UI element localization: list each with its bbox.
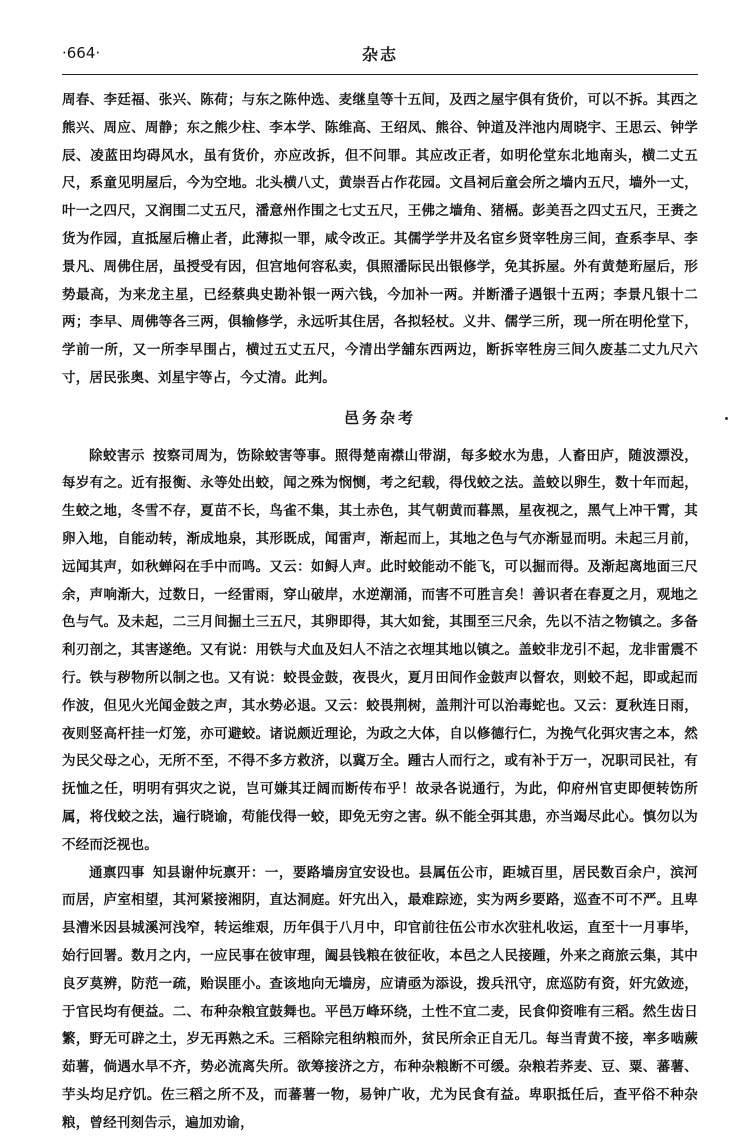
section-heading xyxy=(62,405,698,433)
paragraph-tag: 除蛟害示 xyxy=(89,447,145,464)
paragraph-judgment: 周春、李廷福、张兴、陈荷；与东之陈仲选、麦继皇等十五间，及西之屋宇俱有货价，可以不拆。其西之熊兴、周应、周静；东之熊少柱、李本学、陈维高、王绍凤、熊谷、钟道及泮池内周晓宇、王思云、钟学辰、凌蓝田均碍风水，虽有货价，亦应改拆，但不问罪。其应改正者，如明伦堂东北地南头，横二丈五尺，系童见明屋后，今为空地。北头横八丈，黄崇吾占作花园。文昌祠后童会所之墙内五尺，墙外一丈，叶一之四尺，又润围二丈五尺，潘意州作围之七丈五尺，王佛之墙角、猪槅。彭美吾之四丈五尺，王赉之货为作园，直抵屋后檐止者，此薄拟一罪，咸令改正。其儒学学井及名宦乡贤宰牲房三间，查系李早、李景凡、周佛住居，虽授受有因，但宫地何容私卖，俱照潘际民出银修学，免其拆屋。外有黄楚珩屋后，形势最高，为来龙主星，已经蔡典史勘补银一两六钱，今加补一两。并断潘子遇银十五两；李景凡银十二两；李早、周佛等各三两，俱输修学，永远听其住居，各拟轻杖。义井、儒学三所，现一所在明伦堂下，学前一所，又一所李早围占，横过五丈五尺，今清出学舖东西两边，断拆宰牲房三间久废基二丈九尺六寸，居民张奥、刘星宇等占，今丈清。此判。 xyxy=(62,92,698,386)
paragraph-text: 按察司周为，饬除蛟害等事。照得楚南襟山带湖，每多蛟水为患，人畜田庐，随波漂没，每岁有之。近有报衡、永等处出蛟，闻之殊为悯恻，考之纪载，得伐蛟之法。盖蛟以卵生，数十年而起，生蛟之地，冬雪不存，夏苗不长，鸟雀不集，其土赤色，其气朝黄而暮黑，星夜视之，黑气上冲干霄，其卵入地，自能动转，渐成地泉，其形既成，闻雷声，渐起而上，其地之色与气亦渐显而明。未起三月前，远闻其声，如秋蝉闷在手中而鸣。又云：如鲟人声。此时蛟能动不能飞，可以掘而得。及渐起离地面三尺余，声响渐大，过数日，一经雷雨，穿山破岸，水逆潮涌，而害不可胜言矣！善识者在春夏之月，观地之色与气。及未起，二三月间掘土三五尺，其卵即得，其大如瓮，其围至三尺余，先以不洁之物镇之。多备利刃剖之，其害遂绝。又有说：用铁与犬血及妇人不洁之衣埋其地以镇之。盖蛟非龙引不起，龙非雷震不行。铁与秽物所以制之也。又有说：蛟畏金鼓，夜畏火，夏月田间作金鼓声以督农，则蛟不起，即或起而作波，但见火光闻金鼓之声，其水势必退。又云：蛟畏荆树，盖荆汁可以治毒蛇也。又云：夏秋连日雨，夜则竖高杆挂一灯笼，亦可避蛟。诸说颇近理论，为政之大体，自以修德行仁，为挽气化弭灾害之本，然为民父母之心，无所不至，不得不多方救济，以冀万全。踵古人而行之，或有补于万一，况职司民社，有抚恤之任，明明有弭灾之说，岂可嫌其迂阔而断传布乎！故录各说通行，为此，仰府州官吏即便转饬所属，将伐蛟之法，遍行晓谕，苟能伐得一蛟，即免无穷之害。纵不能全弭其患，亦当竭尽此心。慎勿以为不经而泛视也。 xyxy=(62,447,698,853)
running-title: 杂志 xyxy=(361,45,398,64)
body-text xyxy=(62,87,698,1137)
margin-dot xyxy=(725,417,728,420)
section-title: 邑务杂考 xyxy=(343,408,416,427)
paragraph-text: 知县谢仲坃禀开：一，要路墙房宜安设也。县属伍公市，距城百里，居民数百余户，滨河而居，庐室相望，其河紧接湘阴，直达洞庭。奸宄出入，最难踪迹，实为两乡要路，巡查不可不严。且卑县漕米因县城溪河浅窄，转运维艰，历年俱于八月中，印官前往伍公市水次驻札收运，直至十一月事毕，始行回署。数月之内，一应民事在彼审理，阖县钱粮在彼征收，本邑之人民接踵，外来之商旅云集，其中良歹莫辨，防范一疏，贻误匪小。查该地向无墙房，应请亟为添设，拨兵汛守，庶巡防有资，奸宄敛迹，于官民均有便益。二、布种杂粮宜鼓舞也。平邑万峰环绕，土性不宜二麦，民食仰资唯有三稻。然生齿日繁，野无可辟之土，岁无再熟之禾。三稻除完租纳粮而外，贫民所余正自无几。每当青黄不接，率多啮蕨茹薯，倘遇水旱不齐，势必流离失所。欲筹接济之方，布种杂粮断不可缓。杂粮若荞麦、豆、粟、蕃薯、芋头均足疗饥。佐三稻之所不及，而蕃薯一物，易钟广收，尤为民食有益。卑职抵任后，查平俗不种杂粮，曾经刊刻告示，遍加劝谕， xyxy=(62,864,698,1131)
paragraph-four-matters xyxy=(62,860,698,1137)
page-number: ·664· xyxy=(62,44,101,62)
paragraph-flood-dragon-notice xyxy=(62,443,698,860)
page-header xyxy=(62,30,698,75)
paragraph-tag: 通禀四事 xyxy=(89,864,145,881)
